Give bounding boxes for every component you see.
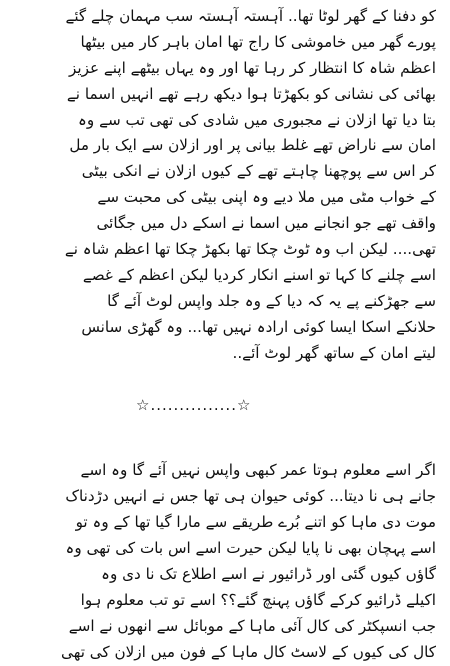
- text-line: سے جھڑکنے پے یہ کہ دیا کے وہ جلد واپس لوٹ آئے گا: [107, 291, 436, 310]
- text-line: تھی.... لیکن اب وہ ٹوٹ چکا تھا بکھڑ چکا تھا اعظم شاہ نے: [64, 240, 436, 259]
- paragraph-1: [14, 4, 436, 366]
- text-line: بھائی کی نشانی کو بکھڑتا ہوا دیکھ رہے تھے انہیں اسما نے: [66, 84, 436, 103]
- text-line: موت دی ماہا کو اتنے بُرے طریقے سے مارا گیا تھا کے وہ تو: [75, 513, 436, 532]
- text-line: گاؤں کیوں گئی اور ڈرائیور نے اسے اطلاع تک نا دی وہ: [101, 565, 436, 584]
- text-line: کال کی کیوں کے لاسٹ کال ماہا کے فون میں ازلان کی تھی: [61, 642, 436, 661]
- text-line: حلانکے اسکا ایسا کوئی ارادہ نہیں تھا... وہ گھڑی سانس: [81, 317, 436, 336]
- text-line: کر اس سے پوچھنا چاہتے تھے کے کیوں ازلان نے انکی بیٹی: [81, 162, 436, 181]
- text-line: جانے ہی نا دیتا... کوئی حیوان ہی تھا جس نے انہیں دڑدناک: [65, 487, 436, 506]
- spacer: [14, 366, 436, 392]
- scene-divider: ☆...............☆: [136, 396, 252, 415]
- text-line: اگر اسے معلوم ہوتا عمر کبھی واپس نہیں آئے گا وہ اسے: [80, 461, 436, 480]
- text-line: اسے چلنے کا کہا تو اسنے انکار کردیا لیکن اعظم کے غصے: [82, 265, 436, 284]
- text-line: بتا دیا تھا ازلان نے مجبوری میں شادی کی تھی تب سے وہ: [78, 110, 436, 129]
- text-line: اسے پہچان بھی نا پایا لیکن حیرت اسے اس بات کی تھی وہ: [65, 539, 436, 558]
- paragraph-2: [14, 458, 436, 665]
- text-line: واقف تھے جو انجانے میں اسما نے اسکے دل میں جگائی: [96, 214, 436, 233]
- text-line: لیتے امان کے ساتھ گھر لوٹ آئے..: [232, 343, 436, 362]
- text-line: جب انسپکٹر کی کال آئی ماہا کے موبائل سے انھوں نے اسے: [68, 616, 436, 635]
- spacer: [14, 418, 436, 458]
- text-line: کے خواب مٹی میں ملا دیے وہ اپنی بیٹی کی محبت سے: [97, 188, 436, 207]
- text-line: پورے گھر میں خاموشی کا راج تھا امان باہر کار میں بیٹھا: [80, 32, 436, 51]
- text-line: امان سے ناراض تھے غلط بیانی پر اور ازلان سے ایک بار مل: [69, 136, 436, 155]
- text-line: اکیلے ڈرائیو کرکے گاؤں پہنچ گئے؟؟ اسے تو تب معلوم ہوا: [80, 590, 436, 609]
- text-line: اعظم شاہ کا انتظار کر رہا تھا اور وہ یہاں بیٹھے اپنے عزیز: [69, 58, 436, 77]
- text-line: کو دفنا کے گھر لوٹا تھا.. آہستہ آہستہ سب مہمان چلے گئے: [65, 7, 436, 25]
